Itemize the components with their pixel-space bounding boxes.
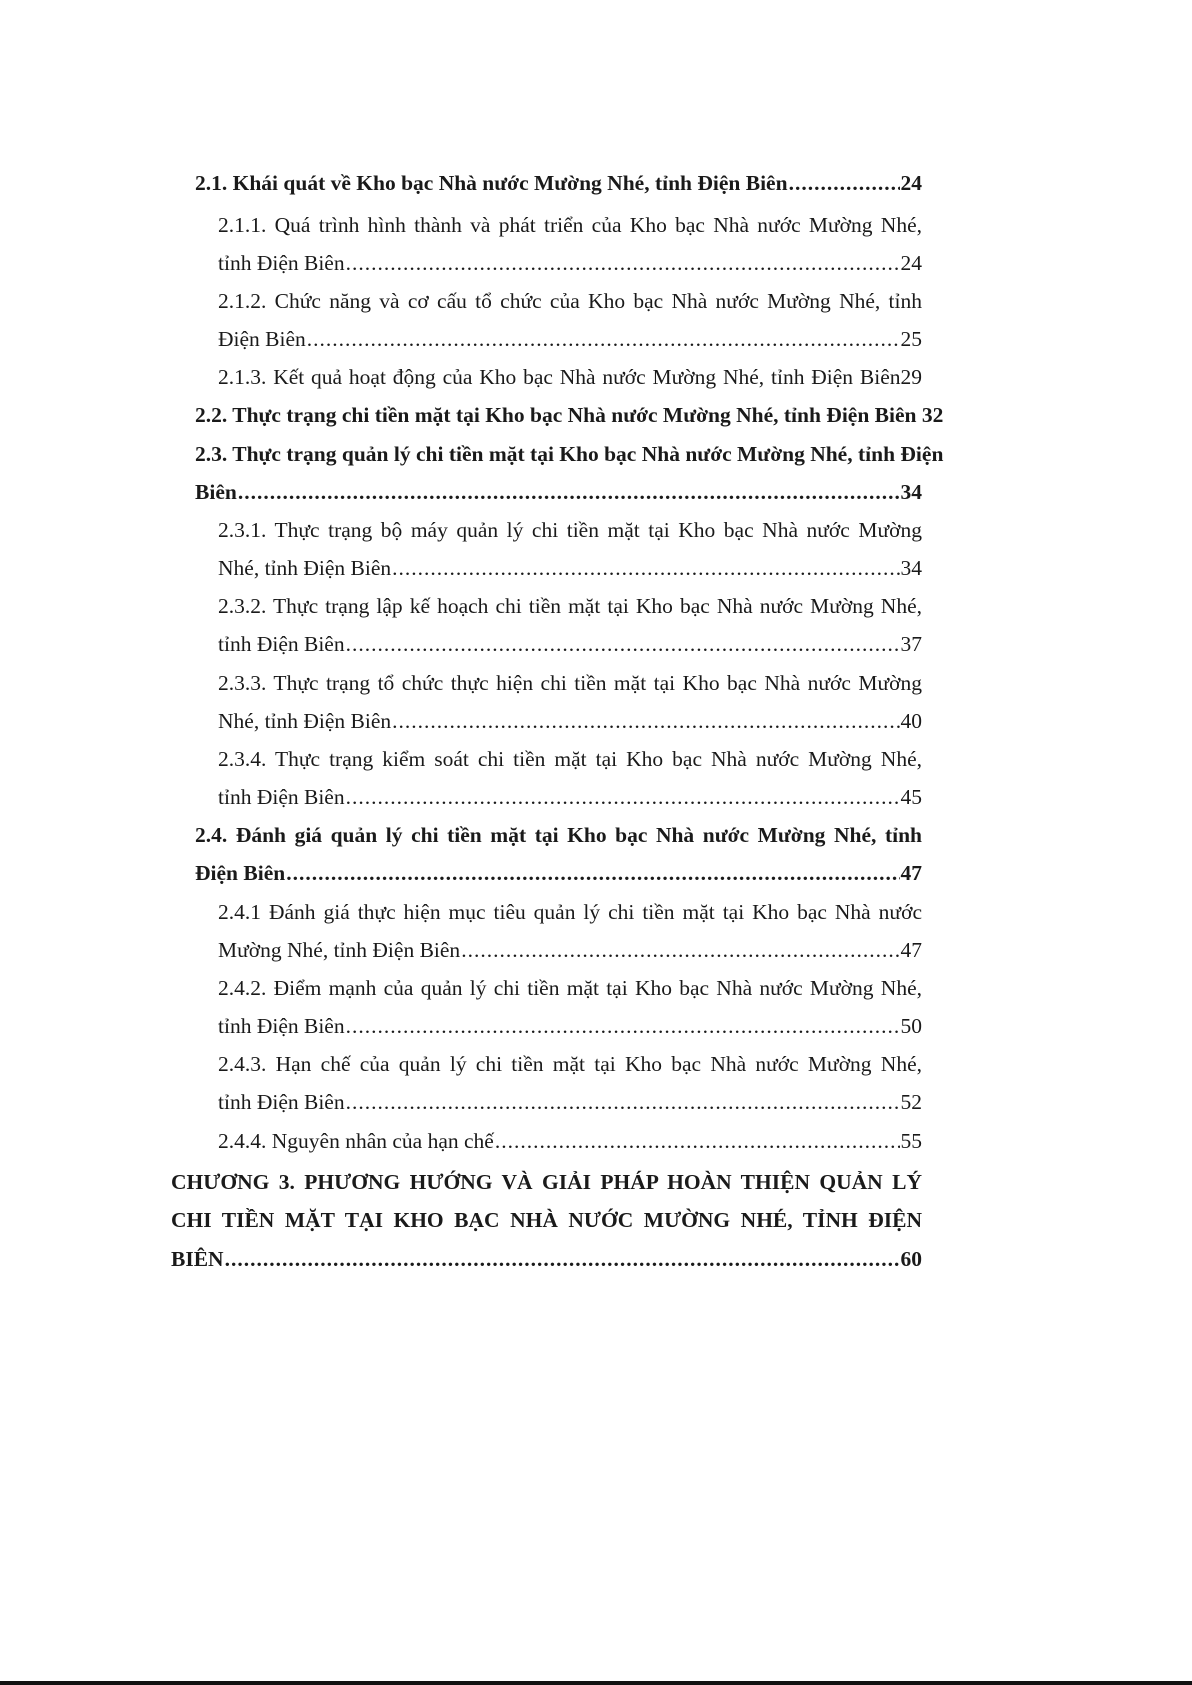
toc-entry-2-3-2-line2[interactable]	[218, 628, 922, 660]
toc-entry-text: tỉnh Điện Biên	[218, 632, 345, 656]
toc-leader-dots	[346, 781, 900, 813]
toc-entry-text: tỉnh Điện Biên	[218, 785, 345, 809]
toc-entry-text: tỉnh Điện Biên	[218, 1090, 345, 1114]
toc-entry-2-1-1-line1[interactable]: 2.1.1. Quá trình hình thành và phát triển của Kho bạc Nhà nước Mường Nhé,	[218, 213, 922, 237]
toc-leader-dots	[461, 934, 899, 966]
toc-chapter-3-line3[interactable]	[171, 1243, 922, 1275]
toc-entry-text: Nhé, tỉnh Điện Biên	[218, 556, 392, 580]
toc-entry-2-4-1-line2[interactable]	[218, 934, 922, 966]
toc-entry-2-1-2-line2[interactable]	[218, 323, 922, 355]
toc-entry-text: tỉnh Điện Biên	[218, 251, 345, 275]
toc-entry-text: Nhé, tỉnh Điện Biên	[218, 709, 392, 733]
toc-page-number: 24	[900, 171, 922, 195]
toc-page-number: 34	[900, 480, 922, 504]
toc-leader-dots	[346, 1086, 900, 1118]
toc-entry-text: Điện Biên	[195, 861, 286, 885]
toc-page-number: 37	[900, 632, 922, 656]
toc-page-number: 25	[900, 327, 922, 351]
toc-entry-text: tỉnh Điện Biên	[218, 1014, 345, 1038]
toc-leader-dots	[392, 705, 899, 737]
toc-leader-dots	[286, 857, 899, 889]
toc-entry-2-4-2-line2[interactable]	[218, 1010, 922, 1042]
page-bottom-edge	[0, 1681, 1192, 1685]
toc-chapter-3-line1[interactable]: CHƯƠNG 3. PHƯƠNG HƯỚNG VÀ GIẢI PHÁP HOÀN THIỆN QUẢN LÝ	[171, 1170, 922, 1194]
toc-entry-2-2[interactable]: 2.2. Thực trạng chi tiền mặt tại Kho bạc Nhà nước Mường Nhé, tỉnh Điện Biên 32	[195, 403, 944, 427]
toc-entry-2-1-3[interactable]: 2.1.3. Kết quả hoạt động của Kho bạc Nhà nước Mường Nhé, tỉnh Điện Biên29	[218, 365, 922, 389]
toc-entry-2-3-line1[interactable]: 2.3. Thực trạng quản lý chi tiền mặt tại Kho bạc Nhà nước Mường Nhé, tỉnh Điện	[195, 442, 944, 466]
toc-leader-dots	[346, 1010, 900, 1042]
toc-entry-2-3-4-line1[interactable]: 2.3.4. Thực trạng kiểm soát chi tiền mặt tại Kho bạc Nhà nước Mường Nhé,	[218, 747, 922, 771]
toc-leader-dots	[789, 167, 900, 199]
toc-entry-2-4-1-line1[interactable]: 2.4.1 Đánh giá thực hiện mục tiêu quản lý chi tiền mặt tại Kho bạc Nhà nước	[218, 900, 922, 924]
toc-entry-2-3-3-line2[interactable]	[218, 705, 922, 737]
toc-page-number: 45	[900, 785, 922, 809]
toc-leader-dots	[495, 1125, 900, 1157]
toc-entry-text: Biên	[195, 480, 237, 504]
toc-leader-dots	[238, 476, 900, 508]
toc-page-number: 50	[900, 1014, 922, 1038]
toc-entry-text: 2.1. Khái quát về Kho bạc Nhà nước Mường Nhé, tỉnh Điện Biên	[195, 171, 788, 195]
toc-entry-text: BIÊN	[171, 1247, 224, 1271]
toc-leader-dots	[307, 323, 900, 355]
toc-entry-2-3-1-line1[interactable]: 2.3.1. Thực trạng bộ máy quản lý chi tiền mặt tại Kho bạc Nhà nước Mường	[218, 518, 922, 542]
toc-entry-2-4-line2[interactable]	[195, 857, 922, 889]
toc-leader-dots	[346, 628, 900, 660]
toc-page-number: 60	[900, 1247, 922, 1271]
toc-entry-2-4-3-line1[interactable]: 2.4.3. Hạn chế của quản lý chi tiền mặt tại Kho bạc Nhà nước Mường Nhé,	[218, 1052, 922, 1076]
toc-entry-text: Điện Biên	[218, 327, 306, 351]
toc-entry-2-1-2-line1[interactable]: 2.1.2. Chức năng và cơ cấu tổ chức của Kho bạc Nhà nước Mường Nhé, tỉnh	[218, 289, 922, 313]
toc-entry-2-1-1-line2[interactable]	[218, 247, 922, 279]
toc-chapter-3-line2[interactable]: CHI TIỀN MẶT TẠI KHO BẠC NHÀ NƯỚC MƯỜNG NHÉ, TỈNH ĐIỆN	[171, 1208, 922, 1232]
toc-page-number: 40	[900, 709, 922, 733]
toc-entry-2-4-line1[interactable]: 2.4. Đánh giá quản lý chi tiền mặt tại Kho bạc Nhà nước Mường Nhé, tỉnh	[195, 823, 922, 847]
toc-page-number: 55	[900, 1129, 922, 1153]
toc-entry-2-3-1-line2[interactable]	[218, 552, 922, 584]
toc-entry-2-1[interactable]	[195, 167, 922, 199]
toc-leader-dots	[225, 1243, 900, 1275]
toc-entry-2-3-2-line1[interactable]: 2.3.2. Thực trạng lập kế hoạch chi tiền mặt tại Kho bạc Nhà nước Mường Nhé,	[218, 594, 922, 618]
toc-entry-2-4-3-line2[interactable]	[218, 1086, 922, 1118]
toc-page-number: 52	[900, 1090, 922, 1114]
toc-page-number: 47	[900, 861, 922, 885]
toc-leader-dots	[392, 552, 899, 584]
toc-entry-2-4-2-line1[interactable]: 2.4.2. Điểm mạnh của quản lý chi tiền mặt tại Kho bạc Nhà nước Mường Nhé,	[218, 976, 922, 1000]
toc-entry-text: Mường Nhé, tỉnh Điện Biên	[218, 938, 461, 962]
toc-entry-text: 2.4.4. Nguyên nhân của hạn chế	[218, 1129, 494, 1153]
toc-page-number: 24	[900, 251, 922, 275]
toc-entry-2-4-4[interactable]	[218, 1125, 922, 1157]
toc-leader-dots	[346, 247, 900, 279]
toc-entry-2-3-4-line2[interactable]	[218, 781, 922, 813]
toc-entry-2-3-line2[interactable]	[195, 476, 922, 508]
toc-entry-2-3-3-line1[interactable]: 2.3.3. Thực trạng tổ chức thực hiện chi tiền mặt tại Kho bạc Nhà nước Mường	[218, 671, 922, 695]
toc-page-number: 47	[900, 938, 922, 962]
toc-page-number: 34	[900, 556, 922, 580]
